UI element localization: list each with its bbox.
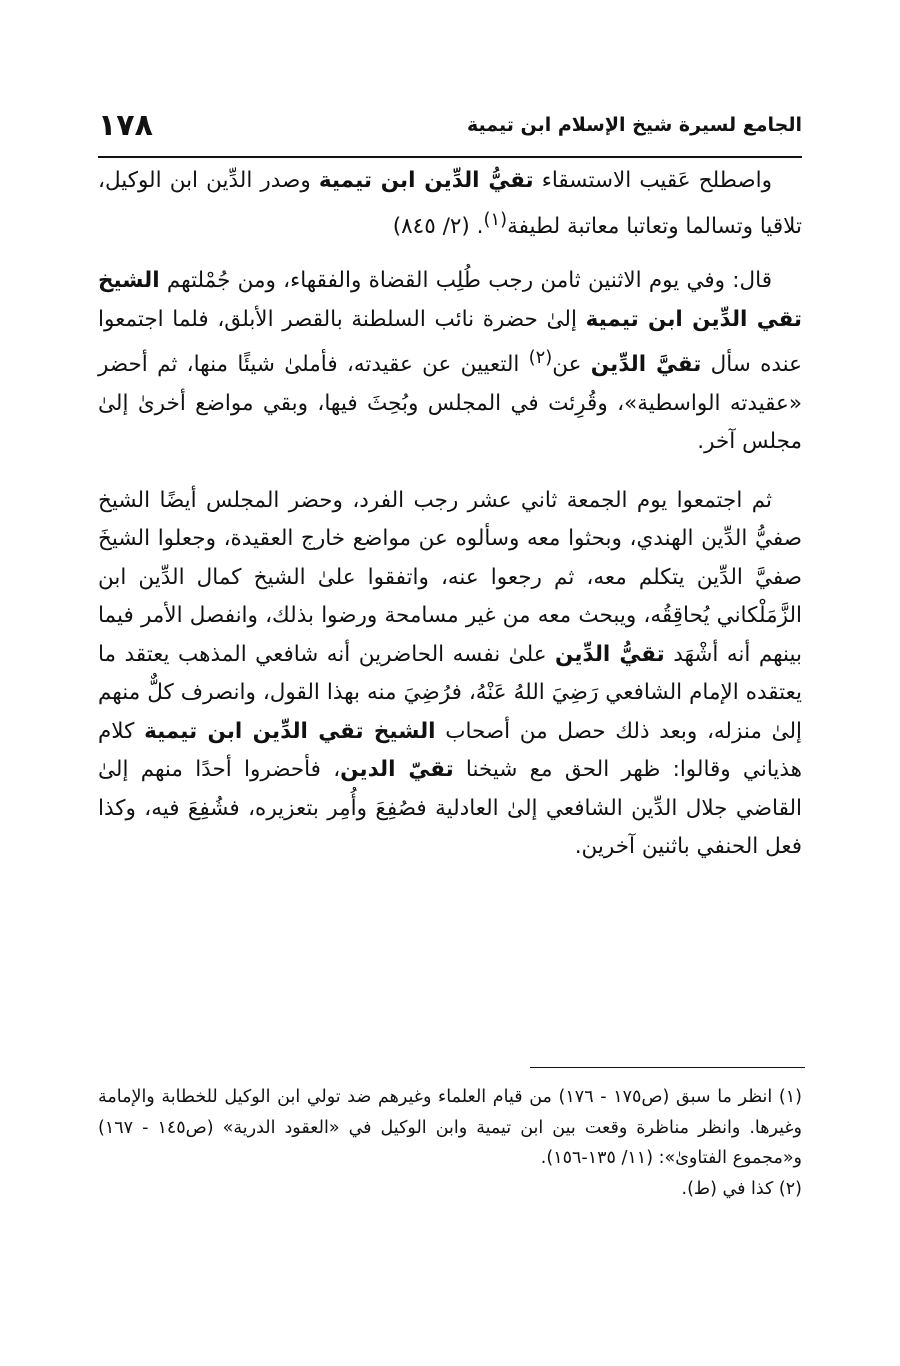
text-run: . (٢/ ٨٤٥): [392, 213, 484, 239]
paragraph-2: [98, 262, 802, 462]
footnote-divider: [530, 1067, 805, 1068]
text-run: ثم اجتمعوا يوم الجمعة ثاني عشر رجب الفرد، وحضر المجلس أيضًا الشيخ صفيُّ الدِّين الهندي، وبحثوا معه وسألوه عن مواضع خارج العقيدة، وجعلوا الشيخَ صفيَّ الدِّين يتكلم معه، ثم رجعوا عنه، واتفقوا علىٰ الشيخ كمال الدِّين ابن الزَّمَلْكاني يُحاقِقُه، ويبحث معه من غير مسامحة ورضوا بذلك، وانفصل الأمر فيما بينهم أنه أشْهَد: [98, 487, 802, 667]
paragraph-1: [98, 162, 802, 246]
bold-name: تقيَّ الدِّين: [590, 352, 702, 378]
text-run: عن: [552, 352, 591, 378]
bold-name: تقيُّ الدِّين ابن تيمية: [318, 168, 534, 193]
footnote-2: (٢) كذا في (ط).: [681, 1178, 802, 1199]
footnotes: [98, 1082, 802, 1204]
footnote-ref-2[interactable]: (٢): [528, 347, 553, 369]
bold-name: الشيخ تقي الدِّين ابن تيمية: [98, 268, 803, 332]
text-run: واصطلح عَقيب الاستسقاء: [533, 168, 772, 193]
footnote-1: (١) انظر ما سبق (ص١٧٥ - ١٧٦) من قيام العلماء وغيرهم ضد تولي ابن الوكيل للخطابة والإمامة وغيرها. وانظر مناظرة وقعت بين ابن تيمية وابن الوكيل في «العقود الدرية» (ص١٤٥ - ١٦٧) و«مجموع الفتاوىٰ»: (١١/ ١٣٥-١٥٦).: [98, 1087, 802, 1168]
text-run: ، فأحضروا أحدًا منهم إلىٰ القاضي جلال الدِّين الشافعي إلىٰ العادلية فصُفِعَ وأُمِر بتعزيره، فشُفِعَ فيه، وكذا فعل الحنفي باثنين آخرين.: [98, 757, 802, 860]
paragraph-3: [98, 482, 802, 867]
text-run: إلىٰ حضرة نائب السلطنة بالقصر الأبلق، فلما اجتمعوا عنده سأل: [98, 306, 802, 378]
text-run: التعيين عن عقيدته، فأملىٰ شيئًا منها، ثم أحضر «عقيدته الواسطية»، وقُرِئت في المجلس وبُحِثَ فيها، وبقي مواضع أخرىٰ إلىٰ مجلس آخر.: [98, 352, 802, 455]
bold-name: تقيّ الدين: [340, 757, 454, 783]
footnote-ref-1[interactable]: (١): [483, 208, 508, 230]
page-number: ١٧٨: [98, 108, 153, 143]
running-title: الجامع لسيرة شيخ الإسلام ابن تيمية: [466, 114, 802, 136]
text-run: قال: وفي يوم الاثنين ثامن رجب طُلِب القضاة والفقهاء، ومن جُمْلتهم: [159, 268, 772, 294]
bold-name: تقيُّ الدِّين: [555, 641, 665, 667]
running-header: [98, 108, 802, 158]
text-run: وصدر الدِّين ابن الوكيل، تلاقيا وتسالما وتعاتبا معاتبة لطيفة: [98, 168, 802, 239]
main-text: [98, 162, 802, 867]
text-run: علىٰ نفسه الحاضرين أنه شافعي المذهب يعتقد ما يعتقده الإمام الشافعي رَضِيَ اللهُ عَنْهُ، فرُضِيَ منه بهذا القول، وانصرف كلٌّ منهم إلىٰ منزله، وبعد ذلك حصل من أصحاب: [98, 641, 802, 744]
bold-name: الشيخ تقي الدِّين ابن تيمية: [144, 718, 436, 744]
text-run: كلام هذياني وقالوا: ظهر الحق مع شيخنا: [98, 718, 802, 783]
